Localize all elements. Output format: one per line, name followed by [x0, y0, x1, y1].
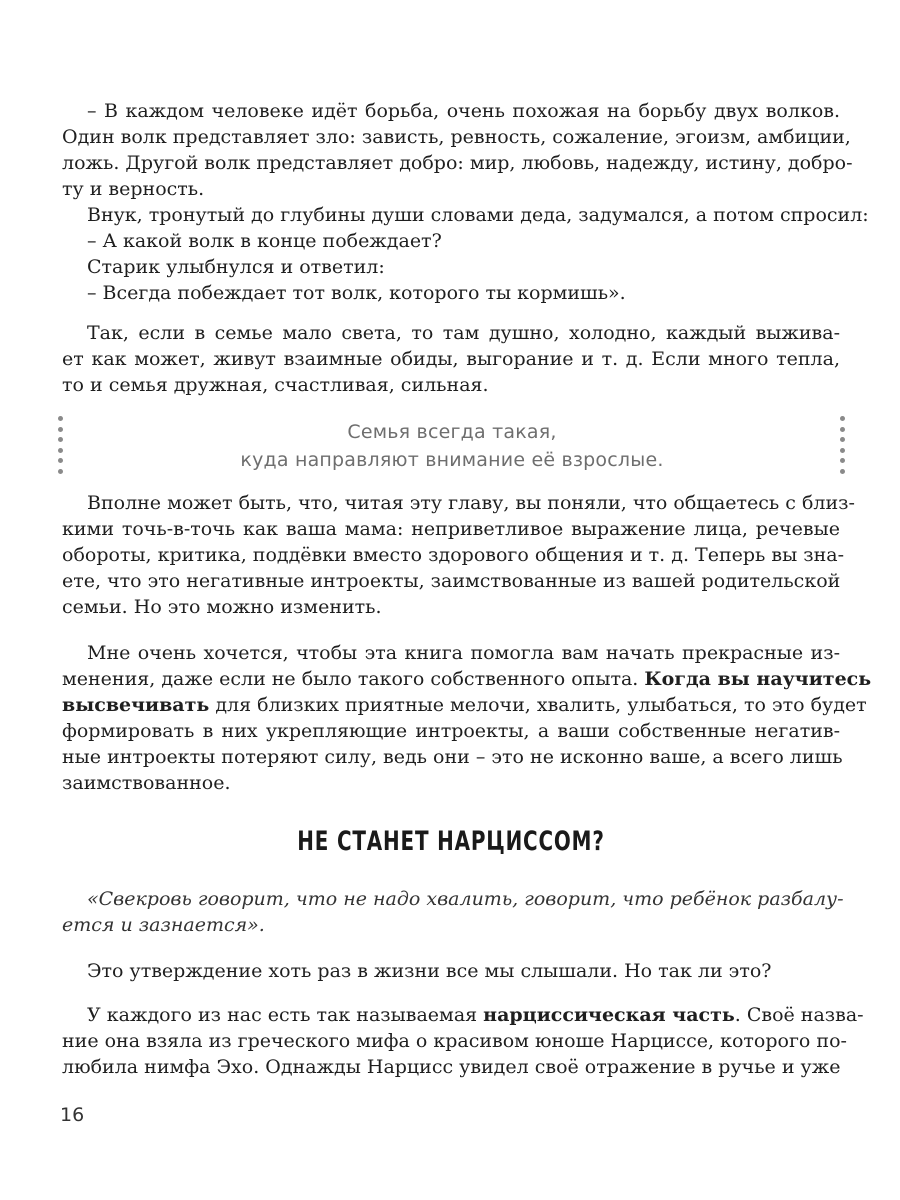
epigraph — [62, 886, 844, 938]
dotted-border-left — [58, 416, 64, 474]
pull-quote-text — [98, 418, 806, 474]
bold-phrase: Когда вы научитесь — [644, 668, 872, 690]
quote-line: куда направляют внимание её взрослые. — [240, 449, 664, 471]
text-line: то и семья дружная, счастливая, сильная. — [62, 374, 489, 396]
text-line: ложь. Другой волк представляет добро: мир, любовь, надежду, истину, добро- — [62, 152, 853, 174]
section-heading: НЕ СТАНЕТ НАРЦИССОМ? — [297, 826, 605, 857]
bold-phrase: нарциссическая часть — [483, 1004, 735, 1026]
text-line: любила нимфа Эхо. Однажды Нарцисс увидел своё отражение в ручье и уже — [62, 1056, 841, 1078]
text-line: Так, если в семье мало света, то там душно, холодно, каждый выжива- — [87, 322, 840, 344]
text-line: Внук, тронутый до глубины души словами деда, задумался, а потом спросил: — [87, 204, 869, 226]
text-line: – В каждом человеке идёт борьба, очень похожая на борьбу двух волков. — [87, 100, 840, 122]
text-line: – Всегда побеждает тот волк, которого ты кормишь». — [87, 282, 626, 304]
text-line: высвечивать для близких приятные мелочи, хвалить, улыбаться, то это будет — [62, 694, 867, 716]
bold-phrase: высвечивать — [62, 694, 210, 716]
quote-line: Семья всегда такая, — [347, 421, 557, 443]
text-line: Вполне может быть, что, читая эту главу, вы поняли, что общаетесь с близ- — [87, 492, 855, 514]
text-line: кими точь-в-точь как ваша мама: неприветливое выражение лица, речевые — [62, 518, 840, 540]
paragraph-question — [62, 958, 840, 984]
text-line: У каждого из нас есть так называемая нарциссическая часть. Своё назва- — [87, 1004, 864, 1026]
pull-quote — [58, 416, 846, 474]
page-number: 16 — [60, 1104, 85, 1126]
text-line: «Свекровь говорит, что не надо хвалить, говорит, что ребёнок разбалу- — [87, 888, 844, 910]
text-line: ные интроекты потеряют силу, ведь они – это не исконно ваше, а всего лишь — [62, 746, 843, 768]
text-line: Это утверждение хоть раз в жизни все мы слышали. Но так ли это? — [87, 960, 772, 982]
paragraph-light — [62, 320, 840, 398]
text-line: ту и верность. — [62, 178, 205, 200]
paragraph-introjects — [62, 490, 855, 620]
text-line: Один волк представляет зло: зависть, ревность, сожаление, эгоизм, амбиции, — [62, 126, 851, 148]
text-line: формировать в них укрепляющие интроекты, а ваши собственные негатив- — [62, 720, 840, 742]
text-line: менения, даже если не было такого собственного опыта. Когда вы научитесь — [62, 668, 872, 690]
paragraph-narcissism — [62, 1002, 864, 1080]
dotted-border-right — [840, 416, 846, 474]
text-line: Мне очень хочется, чтобы эта книга помогла вам начать прекрасные из- — [87, 642, 840, 664]
text-line: ете, что это негативные интроекты, заимствованные из вашей родительской — [62, 570, 841, 592]
text-line: заимствованное. — [62, 772, 231, 794]
text-line: Старик улыбнулся и ответил: — [87, 256, 385, 278]
text-line: ет как может, живут взаимные обиды, выгорание и т. д. Если много тепла, — [62, 348, 840, 370]
dialogue-block — [62, 98, 869, 306]
text-line: семьи. Но это можно изменить. — [62, 596, 382, 618]
text-line: ние она взяла из греческого мифа о красивом юноше Нарциссе, которого по- — [62, 1030, 847, 1052]
text-line: ется и зазнается». — [62, 914, 265, 936]
text-line: – А какой волк в конце побеждает? — [87, 230, 442, 252]
paragraph-changes — [62, 640, 872, 796]
text-line: обороты, критика, поддёвки вместо здорового общения и т. д. Теперь вы зна- — [62, 544, 845, 566]
